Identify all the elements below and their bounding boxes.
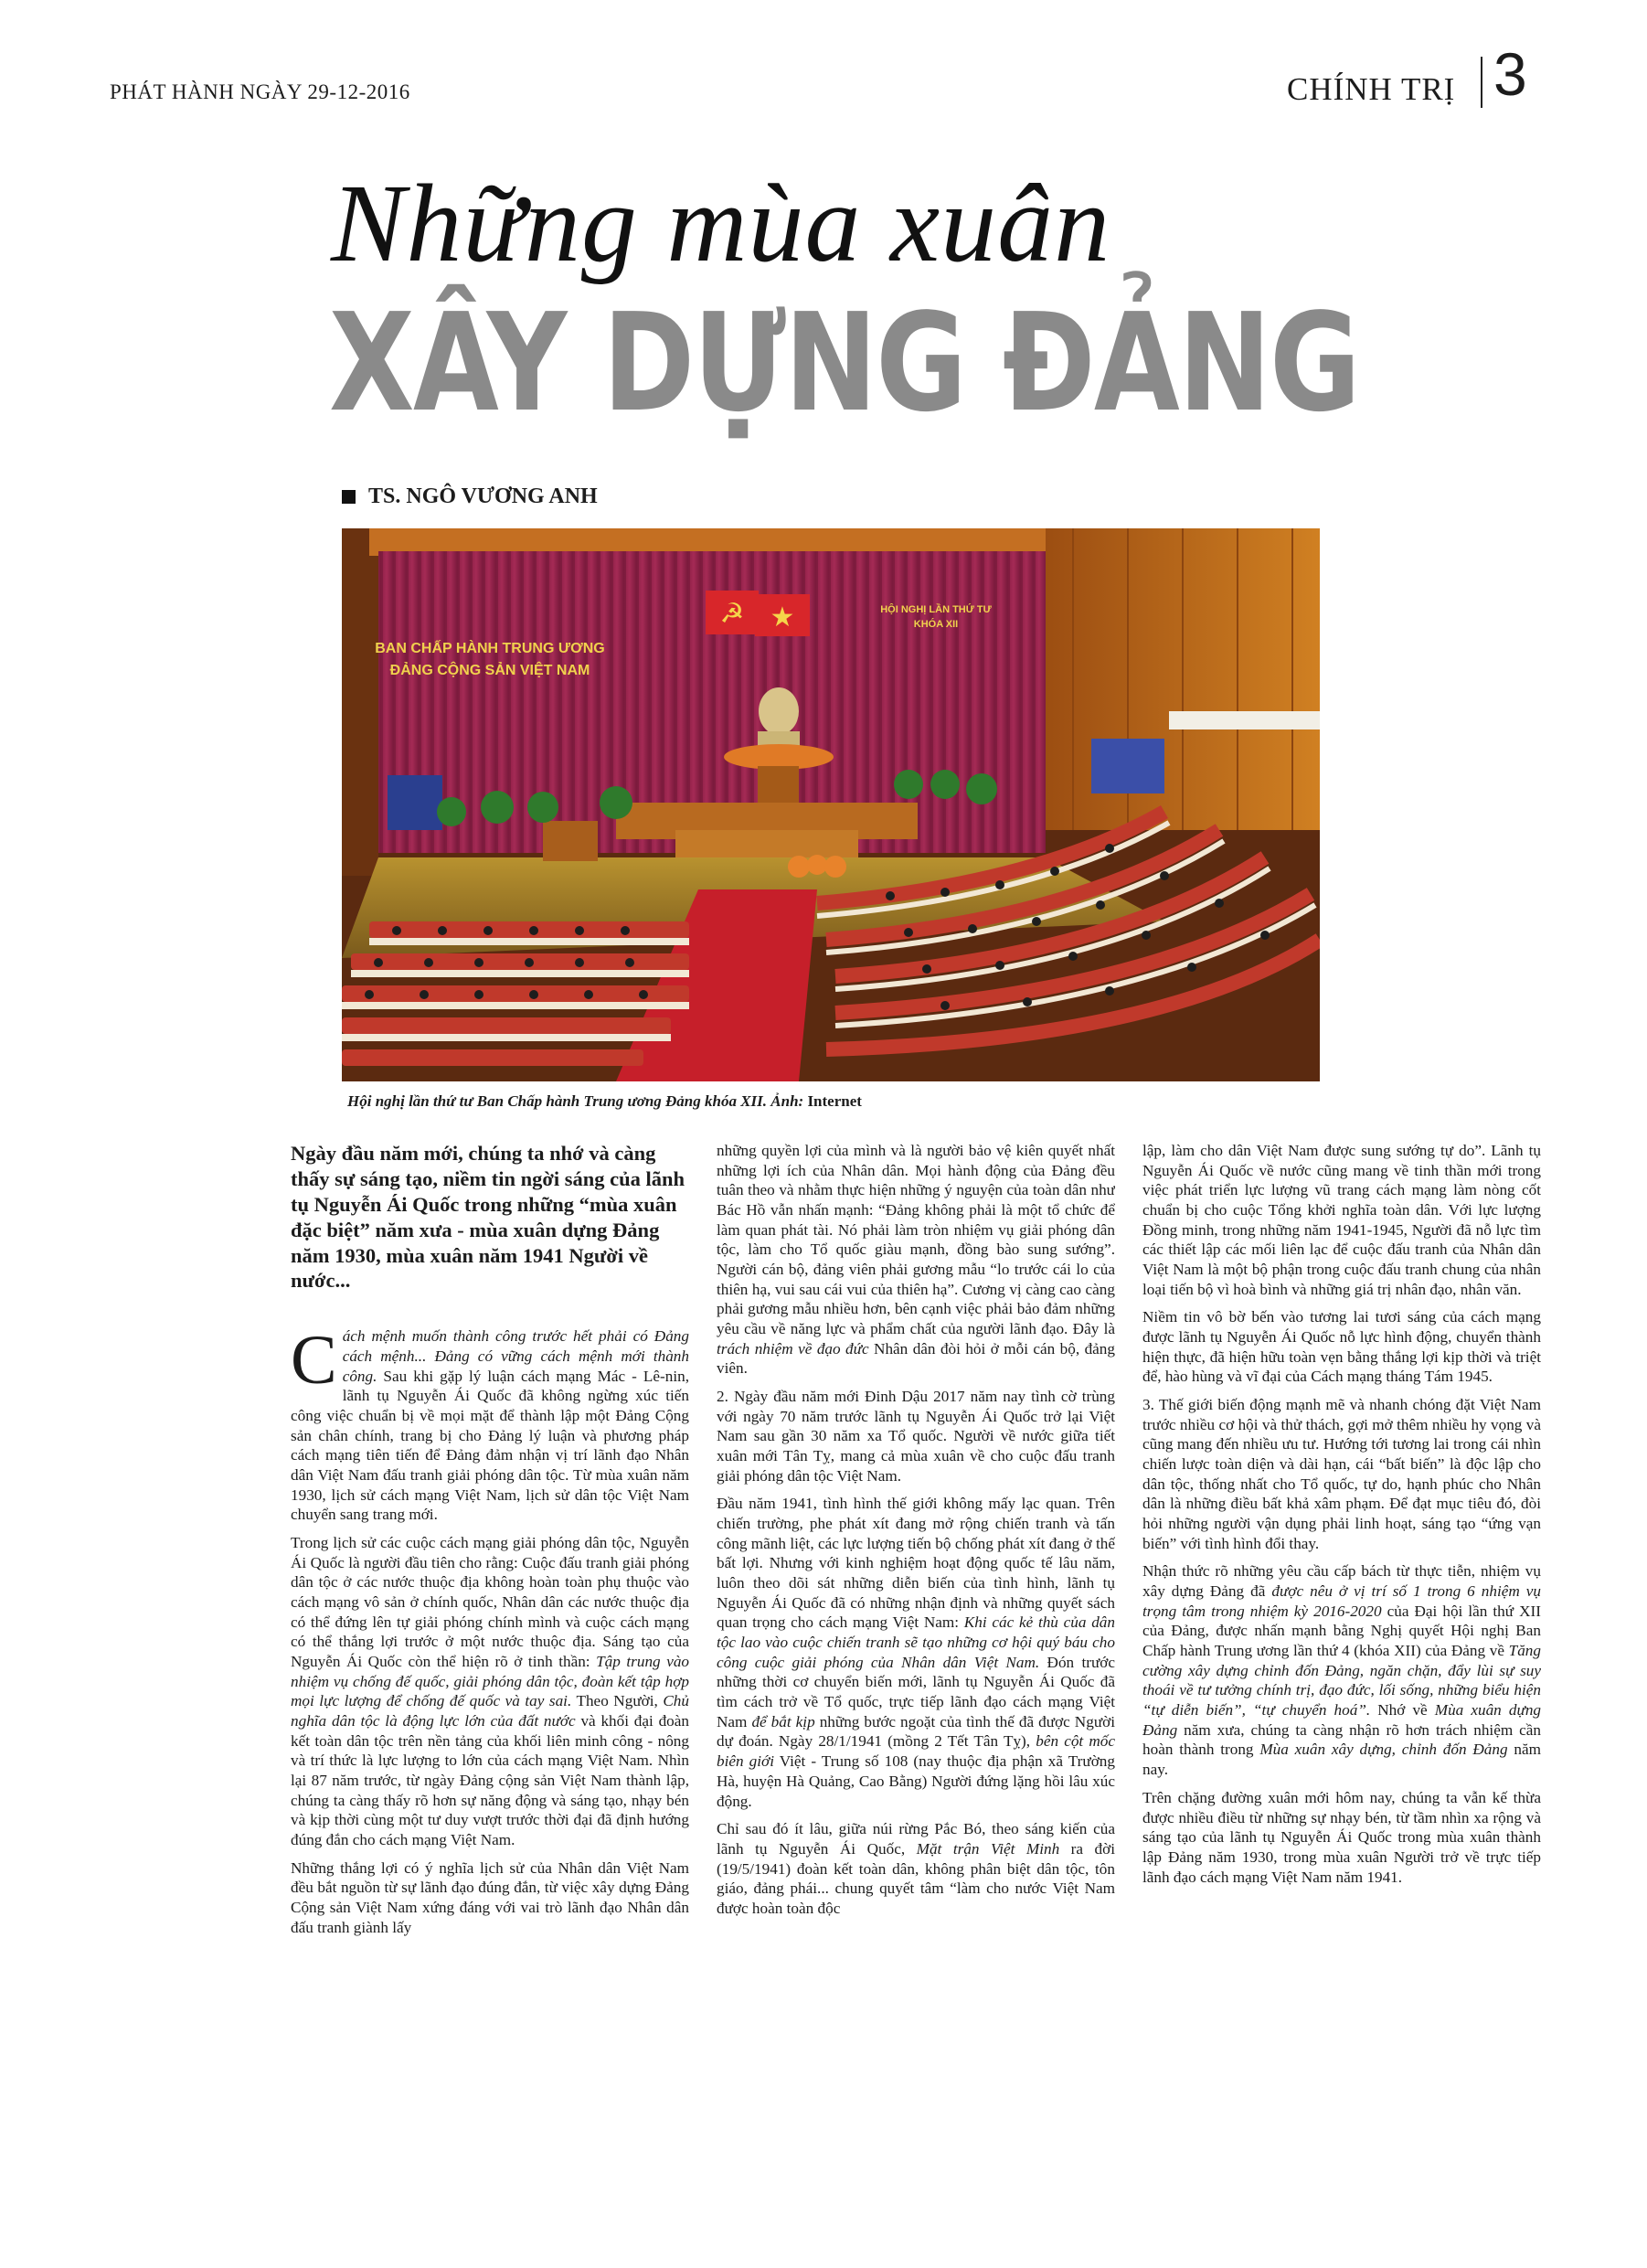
photo-caption [347,1092,862,1111]
article-lead: Ngày đầu năm mới, chúng ta nhớ và càng thấy sự sáng tạo, niềm tin ngời sáng của lãnh tụ Nguyễn Ái Quốc trong những “mùa xuân đặc biệt” năm xưa - mùa xuân dựng Đảng năm 1930, mùa xuân năm 1941 Người về nước... [291,1142,685,1293]
paragraph [717,1819,1115,1918]
drop-cap: C [291,1322,337,1400]
paragraph-text: những quyền lợi của mình và là người bảo vệ kiên quyết nhất những lợi ích của Nhân dân. Mọi hành động của Đảng đều tuân theo và nhằm thực hiện những ý nguyện của toàn dân như Bác Hồ vẫn nhấn mạnh: “Đảng không phải là một tổ chức để làm quan phát tài. Nó phải làm tròn nhiệm vụ giải phóng dân tộc, làm cho Tổ quốc giàu mạnh, đồng bào sung sướng”. Người cán bộ, đảng viên phải gương mẫu “lo trước cái lo của thiên hạ, vui sau cái vui của thiên hạ”. Cương vị càng cao càng phải gương mẫu nhiều hơn, bên cạnh việc phải bảo đảm những yêu cầu về năng lực và phẩm chất của người lãnh đạo. Đây là [717,1142,1115,1338]
paragraph: Trên chặng đường xuân mới hôm nay, chúng ta vẫn kế thừa được nhiều điều từ những sự nhạy bén, từ tầm nhìn xa rộng và sáng tạo của lãnh tụ Nguyễn Ái Quốc trong mùa xuân thành lập Đảng năm 1930, trong mùa xuân Người trở về trực tiếp lãnh đạo cách mạng Việt Nam năm 1941. [1142,1788,1541,1886]
paragraph-text: Chỉ sau đó ít lâu, giữa núi rừng Pắc Bó, theo sáng kiến của lãnh tụ Nguyễn Ái Quốc, [717,1820,1115,1858]
bust-statue [759,687,799,735]
paragraph-italic: trách nhiệm về đạo đức [717,1339,869,1358]
paragraph-italic: Khi các kẻ thù của dân tộc lao vào cuộc chiến tranh sẽ tạo những cơ hội quý báu cho công cuộc giải phóng của Nhân dân Việt Nam. [717,1613,1115,1671]
screen-right [1091,739,1164,793]
section-title: CHÍNH TRỊ [1287,71,1456,107]
paragraph [717,1494,1115,1811]
paragraph: lập, làm cho dân Việt Nam được sung sướng tự do”. Lãnh tụ Nguyễn Ái Quốc về nước cũng mang về tinh thần mới trong việc phát triển lực lượng vũ trang cách mạng làm nòng cốt chuẩn bị cho cuộc Tổng khởi nghĩa toàn dân. Với lực lượng Đồng minh, trong những năm 1941-1945, Người đã nỗ lực tìm các thiết lập các mối liên lạc để cuộc đấu tranh của Nhân dân Việt Nam là một bộ phận trong cuộc đấu tranh chung của nhân loại tiến bộ vì hoà bình và những giá trị nhân đạo, nhân văn. [1142,1142,1541,1298]
banner-right-line-2: KHÓA XII [913,619,959,630]
byline-square-icon [342,490,356,504]
paragraph-italic: để bắt kịp [751,1712,815,1730]
paragraph-italic: ách mệnh muốn thành công trước hết phải có Đảng cách mệnh... Đảng có vững cách mệnh mới thành công. [342,1327,689,1385]
paragraph-italic: Tăng cường xây dựng chỉnh đốn Đảng, ngăn chặn, đẩy lùi sự suy thoái về tư tưởng chính trị, đạo đức, lối sống, những biểu hiện “tự diễn biến”, “tự chuyển hoá”. [1142,1642,1541,1720]
paragraph [717,1141,1115,1379]
paragraph-text: Theo Người, [571,1692,664,1710]
star-icon: ★ [770,602,795,634]
paragraph-text: Việt - Trung số 108 (nay thuộc địa phận xã Trường Hà, huyện Hà Quảng, Cao Bằng) Người đứng lặng hồi lâu xúc động. [717,1752,1115,1810]
paragraph-italic: Mùa xuân dựng Đảng [1142,1701,1541,1739]
paragraph-text: và khối đại đoàn kết toàn dân tộc trên nền tảng của khối liên minh công - nông và trí thức là lực lượng to lớn của cách mạng Việt Nam. Nhìn lại 87 năm trước, từ ngày Đảng cộng sản Việt Nam thành lập, chúng ta càng thấy rõ hơn sự năng động và sáng tạo, nhạy bén và kịp thời cùng một tư duy vượt trước thời đại đã định hướng đúng đắn cho cách mạng Việt Nam. [291,1712,689,1849]
paragraph-italic: Mùa xuân xây dựng, chỉnh đốn Đảng [1259,1741,1508,1759]
paragraph-text: Nhân dân đòi hỏi ở mỗi cán bộ, đảng viên. [717,1339,1115,1378]
paragraph-text: ra đời (19/5/1941) đoàn kết toàn dân, không phân biệt dân tộc, tôn giáo, đảng phái... chung quyết tâm “làm cho nước Việt Nam được hoàn toàn độc [717,1839,1115,1917]
paragraph-text: Đầu năm 1941, tình hình thế giới không mấy lạc quan. Trên chiến trường, phe phát xít đang mở rộng chiến tranh và tấn công mãnh liệt, các lực lượng tiến bộ chống phát xít đang ở thế bất lợi. Nhưng với kinh nghiệm hoạt động quốc tế lâu năm, luôn theo dõi sát những diễn biến của tình hình, lãnh tụ Nguyễn Ái Quốc đã có những nhận định và những quyết sách quan trọng cho cách mạng Việt Nam: [717,1495,1115,1632]
paragraph-text: của Đại hội lần thứ XII của Đảng, được nhấn mạnh bằng Nghị quyết Hội nghị Ban Chấp hành Trung ương lần thứ 4 (khóa XII) của Đảng về [1142,1602,1541,1660]
screen-left [388,775,442,830]
paragraph: 3. Thế giới biến động mạnh mẽ và nhanh chóng đặt Việt Nam trước nhiều cơ hội và thử thách, gợi mở thêm nhiều hy vọng và cũng mang đến nhiều ưu tư. Hướng tới tương lai trong cái nhìn chiến lược toàn diện và dài hạn, cái “bất biến” là độc lập cho dân tộc, thống nhất cho Tổ quốc, tự do, hạnh phúc cho Nhân dân là những điều bất khả xâm phạm. Để đạt mục tiêu đó, đòi hỏi những người vận dụng phải linh hoạt, sáng tạo “ứng vạn biến” với tình hình đổi thay. [1142,1396,1541,1552]
banner-left-line-1: BAN CHẤP HÀNH TRUNG ƯƠNG [375,641,605,656]
article-body [291,1141,1541,2165]
header-divider [1481,57,1482,108]
paragraph: 2. Ngày đầu năm mới Đinh Dậu 2017 năm nay tình cờ trùng với ngày 70 năm trước lãnh tụ Nguyễn Ái Quốc trở lại Việt Nam sau gần 30 năm xa Tổ quốc. Người về nước giữa tiết xuân mới Tân Tỵ, mang cả mùa xuân về cho cuộc đấu tranh giải phóng dân tộc Việt Nam. [717,1388,1115,1485]
paragraph-text: Trong lịch sử các cuộc cách mạng giải phóng dân tộc, Nguyễn Ái Quốc là người đầu tiên cho rằng: Cuộc đấu tranh giải phóng dân tộc ở các nước thuộc địa không hoàn toàn phụ thuộc vào cách mạng vô sản ở chính quốc, Nhân dân các nước thuộc địa có thể đứng lên tự giải phóng chính mình và cuộc cách mạng có thể thắng lợi trước ở một nước thuộc địa. Sáng tạo của Nguyễn Ái Quốc còn thể hiện rõ ở tinh thần: [291,1534,689,1671]
page-number: 3 [1493,40,1527,108]
caption-text: Hội nghị lần thứ tư Ban Chấp hành Trung ương Đảng khóa XII. Ảnh: [347,1092,808,1110]
caption-source: Internet [807,1092,862,1110]
paragraph-text: Đón trước những thời cơ chuyển biến mới, lãnh tụ Nguyễn Ái Quốc đã tìm cách trở về Tổ quốc, trực tiếp lãnh đạo cách mạng Việt Nam [717,1653,1115,1730]
conference-photo [342,528,1320,1081]
paragraph-italic: Tập trung vào nhiệm vụ chống đế quốc, giải phóng dân tộc, đoàn kết tập hợp mọi lực lượng để chống đế quốc và tay sai. [291,1653,689,1710]
paragraph-italic: được nêu ở vị trí số 1 trong 6 nhiệm vụ trọng tâm trong nhiệm kỳ 2016-2020 [1142,1582,1541,1620]
headline-line-1: Những mùa xuân [331,162,1111,285]
article-column-1 [291,1141,689,2165]
issue-date: PHÁT HÀNH NGÀY 29-12-2016 [110,80,410,103]
author-name: TS. NGÔ VƯƠNG ANH [368,484,598,508]
article-column-3 [1142,1141,1541,2165]
byline [342,484,598,509]
paragraph-text: năm xưa, chúng ta càng nhận rõ hơn trách nhiệm cần hoàn thành trong [1142,1720,1541,1759]
headline-line-2: XÂY DỰNG ĐẢNG [329,284,1360,442]
paragraph: Niềm tin vô bờ bến vào tương lai tươi sáng của cách mạng được lãnh tụ Nguyễn Ái Quốc nỗ lực hình động, chuyển thành hiện thực, đã hiện hữu toàn vẹn bằng thắng lợi kịp thời và triệt để, hào hùng và vĩ đại của Cách mạng tháng Tám 1945. [1142,1308,1541,1386]
paragraph-italic: Chủ nghĩa dân tộc là động lực lớn của đất nước [291,1692,689,1730]
banner-right-line-1: HỘI NGHỊ LẦN THỨ TƯ [880,604,992,615]
paragraph-italic: Mặt trận Việt Minh [916,1839,1060,1858]
paragraph-text: Sau khi gặp lý luận cách mạng Mác - Lê-nin, lãnh tụ Nguyễn Ái Quốc đã không ngừng xúc tiến công việc chuẩn bị về mọi mặt để thành lập một Đảng Cộng sản chân chính, trang bị cho Đảng lý luận và phương pháp cách mạng tiên tiến để Đảng đảm nhận vị trí lãnh đạo Nhân dân Việt Nam đấu tranh giải phóng dân tộc. Từ mùa xuân năm 1930, lịch sử cách mạng Việt Nam, lịch sử dân tộc Việt Nam chuyển sang trang mới. [291,1367,689,1524]
paragraph [291,1533,689,1850]
paragraph-text: năm nay. [1142,1741,1541,1779]
article-column-2 [717,1141,1115,2165]
paragraph [1142,1561,1541,1779]
paragraph-text: những bước ngoặt của tình thế đã được Người dự đoán. Ngày 28/1/1941 (mồng 2 Tết Tân Tỵ), [717,1712,1115,1751]
paragraph-italic: bên cột mốc biên giới [717,1732,1115,1771]
paragraph: Những thắng lợi có ý nghĩa lịch sử của Nhân dân Việt Nam đều bắt nguồn từ sự lãnh đạo đúng đắn, từ việc xây dựng Đảng Cộng sản Việt Nam xứng đáng với vai trò lãnh đạo Nhân dân đấu tranh giành lấy [291,1858,689,1936]
paragraph [291,1322,689,1525]
hammer-sickle-icon: ☭ [719,598,745,630]
banner-left-line-2: ĐẢNG CỘNG SẢN VIỆT NAM [389,663,590,678]
paragraph-text: Nhớ về [1370,1701,1435,1720]
paragraph-text: Nhận thức rõ những yêu cầu cấp bách từ thực tiễn, nhiệm vụ xây dựng Đảng đã [1142,1562,1541,1601]
